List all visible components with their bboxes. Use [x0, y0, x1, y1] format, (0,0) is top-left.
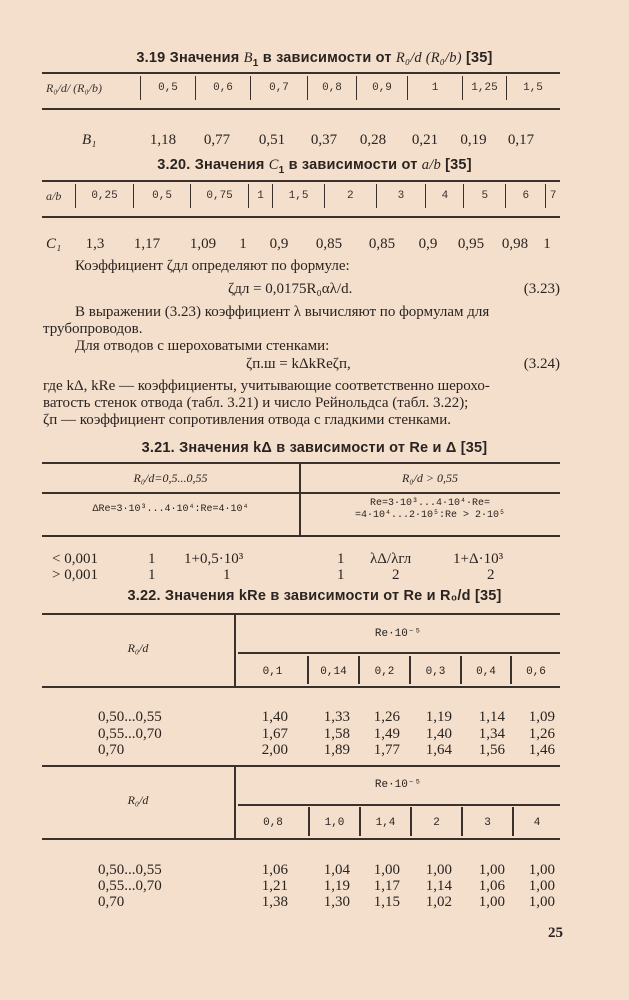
table-3-20-header: a/b 0,25 0,5 0,75 1 1,5 2 3 4 5 6 7 [42, 184, 560, 208]
table-3-19-header [42, 76, 560, 100]
equation-number: (3.24) [523, 356, 560, 372]
table-rule [42, 462, 560, 464]
paragraph: ватость стенок отвода (табл. 3.21) и число Рейнольдса (табл. 3.22); [43, 395, 469, 411]
table-rule [42, 535, 560, 537]
header-cell: 1 [407, 76, 462, 100]
subheader-right: Re=3·10³...4·10⁴·Re= =4·10⁴...2·10⁵:Re > 2·10⁵ [354, 498, 506, 521]
table-rule [42, 72, 560, 74]
equation-3-23: ζдл = 0,0175R₀αλ/d. [228, 281, 353, 297]
subheader-left: ΔRe=3·10³...4·10⁴:Re=4·10⁴ [92, 504, 249, 515]
table-3-21-caption: 3.21. Значения kΔ в зависимости от Re и Δ [35] [141, 440, 488, 456]
table-3-20-row: C₁ 1,3 1,17 1,09 1 0,9 0,85 0,85 0,9 0,95 0,98 1 [46, 236, 551, 252]
table-rule [42, 108, 560, 110]
row-header: R₀/d [127, 793, 149, 807]
header-cell: 0,9 [356, 76, 407, 100]
header-cell: 1,5 [506, 76, 559, 100]
page-number: 25 [548, 925, 563, 941]
table-3-20-caption: 3.20. Значения $C_1$ в зависимости от a/b [35] [157, 157, 472, 176]
header-cell: 0,5 [140, 76, 195, 100]
book-page: 3.19 Значения $B_1$ в зависимости от R₀/d (R₀/b) [35] R₀/d/ (R₀/b) 0,5 0,6 0,7 0,8 0,9 1 1,25 1,5 B₁ 1,18 0,77 0,51 0,37 0,28 0,21 0,19 0,17 3.20. Значения $C_1$ в зависимости от a/b [35] a/b 0,25 0,5 0,75 1 1,5 2 3 4 5 6 7 C₁ 1,3 1,17 1,09 1 0,9 0,85 0,85 0,9 0,95 0,98 1 Коэффициент ζдл определяют по формуле: ζдл = 0,0175R₀αλ/d. (3.23) В выражении (3.23) коэффициент λ вычисляют по формулам для трубопроводов. Для отводов с шероховатыми стенками: ζп.ш = kΔkReζп, (3.24) где kΔ, kRe — коэффициенты, учитывающие соответственно шерохо- ватость стенок отвода (табл. 3.21) и число Рейнольдса (табл. 3.22); ζп — коэффициент сопротивления отвода с гладкими стенками. 3.21. Значения kΔ в зависимости от Re и Δ [35] R₀/d=0,5...0,55 R₀/d > 0,55 ΔRe=3·10³...4·10⁴:Re=4·10⁴ Re=3·10³...4·10⁴·Re= =4·10⁴...2·10⁵:Re > 2·10⁵ < 0,001 1 1+0,5·10³ 1 λΔ/λгл 1+Δ·10³ > 0,001 1 1 1 2 2 3.22. Значения kRe в зависимости от Re и R₀/d [35] R₀/d Re·10⁻⁵ 0,1 0,14 0,2 0,3 0,4 0,6 0,50...0,55 1,40 1,33 1,26 1,19 1,14 1,09 0,55...0,70 1,67 1,58 1,49 1,40 1,34 1,26 0,70 2,00 1,89 1,77 1,64 1,56 1,46 R₀/d Re·10⁻⁵ 0,8 1,0 1,4 2 3 4 0,50...0,55 1,06 1,04 1,00 1,00 1,00 1,00 0,55...0,70 1,21 1,19 1,17 1,14 1,06 1,00 0,70 1,38 1,30 1,15 1,02 1,00 1,00 25 [0, 0, 629, 1000]
table-rule [42, 216, 560, 218]
paragraph: Для отводов с шероховатыми стенками: [75, 338, 330, 354]
table-3-19-row: B₁ 1,18 0,77 0,51 0,37 0,28 0,21 0,19 0,17 [82, 132, 535, 148]
paragraph: Коэффициент ζдл определяют по формуле: [75, 258, 350, 274]
paragraph: ζп — коэффициент сопротивления отвода с гладкими стенками. [43, 412, 452, 428]
equation-3-24: ζп.ш = kΔkReζп, [246, 356, 351, 372]
paragraph: В выражении (3.23) коэффициент λ вычисляют по формулам для [75, 304, 490, 320]
table-3-19-caption: 3.19 Значения $B_1$ в зависимости от R₀/d (R₀/b) [35] [136, 50, 493, 69]
group-header-right: R₀/d > 0,55 [402, 471, 458, 485]
table-3-22-caption: 3.22. Значения kRe в зависимости от Re и R₀/d [35] [127, 588, 502, 604]
paragraph: трубопроводов. [43, 321, 143, 337]
header-cell: 1,25 [462, 76, 506, 100]
group-header: Re·10⁻⁵ [374, 628, 422, 640]
row-header: R₀/d [127, 641, 149, 655]
header-cell: 0,7 [250, 76, 307, 100]
group-header-left: R₀/d=0,5...0,55 [133, 471, 208, 485]
header-cell: 0,6 [195, 76, 250, 100]
header-cell: 0,8 [307, 76, 356, 100]
paragraph: где kΔ, kRe — коэффициенты, учитывающие соответственно шерохо- [43, 378, 490, 394]
table-rule [42, 180, 560, 182]
equation-number: (3.23) [523, 281, 560, 297]
group-header: Re·10⁻⁵ [374, 779, 422, 791]
header-label: R₀/d/ (R₀/b) [46, 81, 102, 95]
